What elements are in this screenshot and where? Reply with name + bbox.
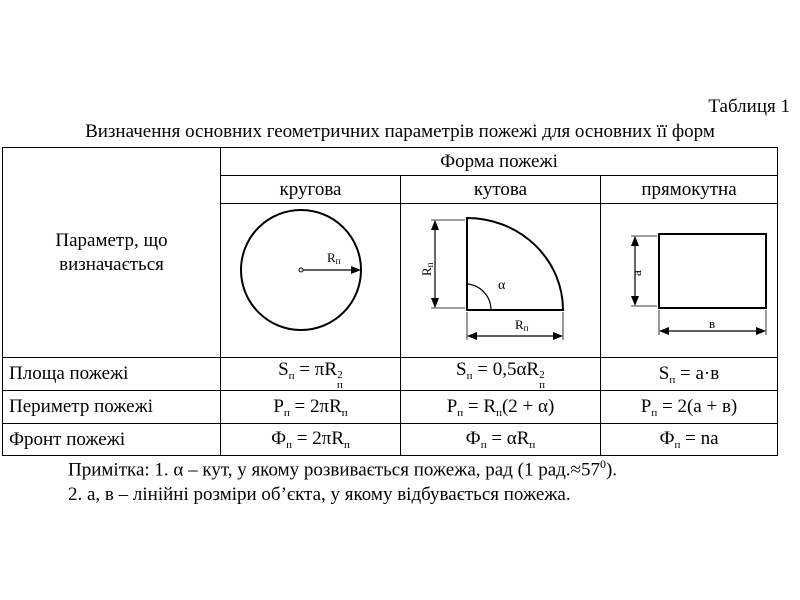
rect-diagram: [601, 204, 778, 351]
fire-parameters-table: [2, 147, 778, 456]
angle-diagram: [401, 204, 601, 351]
row-label-front: Фронт пожежі: [3, 424, 221, 456]
parameter-header: [3, 148, 221, 358]
angle-diagram-cell: [401, 204, 601, 358]
circle-radius-label: Rп: [327, 250, 341, 266]
angle-symbol: α: [498, 278, 506, 293]
formula-area-rect: $S_п = а\cdot в$: [601, 358, 778, 391]
form-angle-header: кутова: [401, 176, 601, 204]
formula-front-rect: $Ф_п$ = nа: [601, 424, 778, 456]
row-label-perimeter: Периметр пожежі: [3, 391, 221, 424]
form-circle-header: кругова: [221, 176, 401, 204]
form-rect-header: прямокутна: [601, 176, 778, 204]
note-line-2: 2. а, в – лінійні розміри об’єкта, у якому відбувається пожежа.: [68, 484, 571, 505]
rect-side-a-label: а: [629, 270, 644, 276]
angle-radius-horizontal-label: Rп: [515, 317, 529, 333]
table-title: Визначення основних геометричних параметрів пожежі для основних її форм: [85, 121, 715, 142]
formula-front-angle: $Ф_п = \alpha R_п$: [401, 424, 601, 456]
row-label-area: Площа пожежі: [3, 358, 221, 391]
table-number: Таблиця 1: [708, 96, 790, 117]
circle-diagram: [221, 204, 401, 351]
rect-diagram-cell: [601, 204, 778, 358]
formula-front-circle: $Ф_п = 2\pi R_п$: [221, 424, 401, 456]
formula-perimeter-angle: $Р_п = R_п(2 + \alpha)$: [401, 391, 601, 424]
note-line-1: Примітка: 1. α – кут, у якому розвивається пожежа, рад (1 $рад.\approx 57^0$).: [68, 457, 618, 481]
circle-diagram-cell: [221, 204, 401, 358]
parameter-header-text: Параметр, що визначається: [55, 229, 168, 275]
formula-perimeter-circle: $Р_п = 2\pi R_п$: [221, 391, 401, 424]
form-group-header: Форма пожежі: [221, 148, 778, 176]
formula-area-circle: $S_п = \pi R$ 2 п: [221, 358, 401, 391]
angle-radius-vertical-label: Rп: [419, 262, 435, 276]
formula-perimeter-rect: $Р_п = 2(а + в)$: [601, 391, 778, 424]
rect-side-b-label: в: [709, 316, 716, 331]
formula-area-angle: $S_п = 0,5\alpha R$ 2 п: [401, 358, 601, 391]
